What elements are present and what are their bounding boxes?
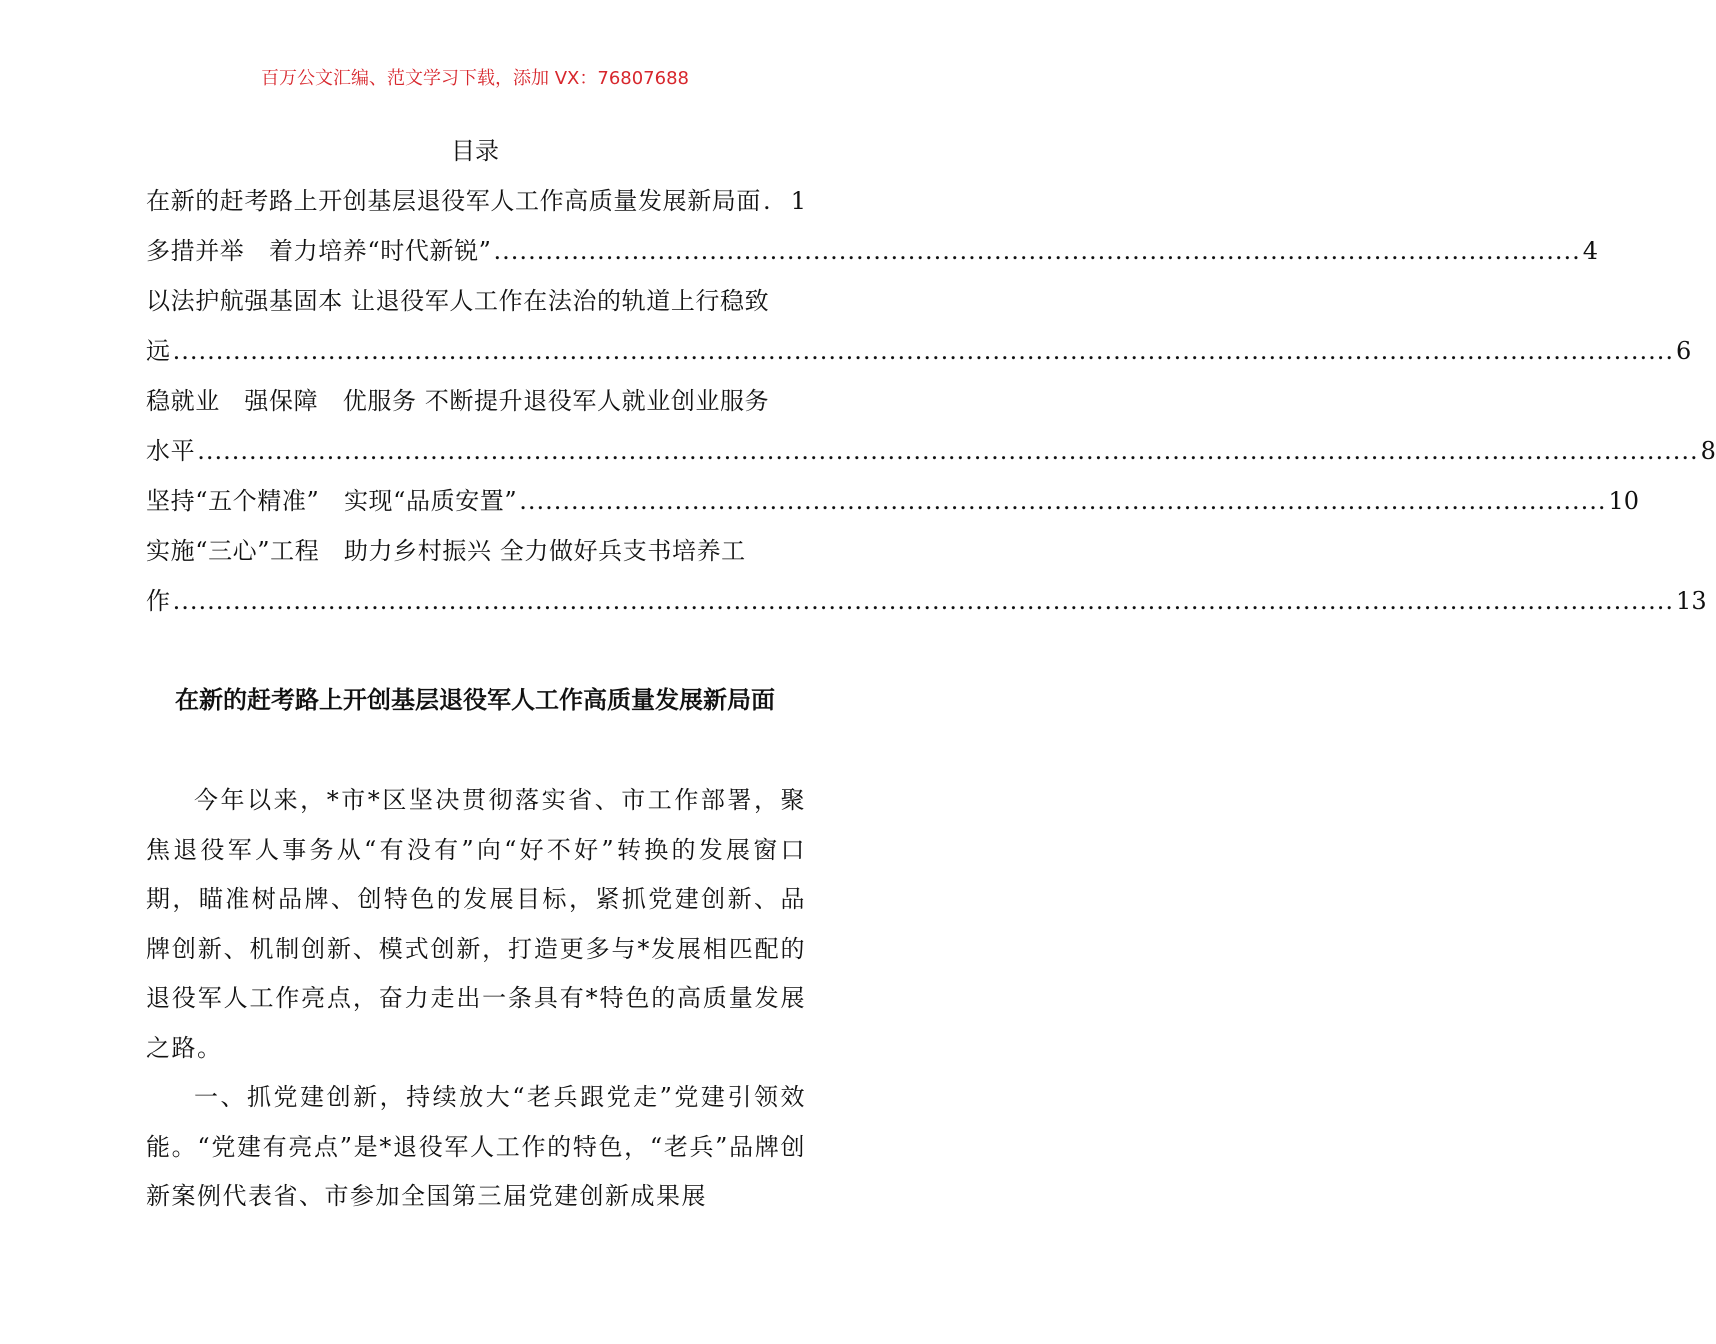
toc-entry-title-line1: 稳就业 强保障 优服务 不断提升退役军人就业创业服务 <box>146 387 770 415</box>
toc-entry-page: 6 <box>1676 337 1692 365</box>
toc-entry[interactable] <box>146 526 1707 626</box>
toc-entry[interactable] <box>146 226 1599 276</box>
toc-leader-dots: .............................................................................................................................. <box>519 487 1607 515</box>
toc-leader-dots: .............................................................................................................................................................................. <box>172 337 1675 365</box>
download-banner <box>0 67 950 91</box>
toc-entry[interactable] <box>146 176 806 226</box>
toc-leader-dots: .............................................................................................................................................................................. <box>197 437 1699 465</box>
toc-entry-page: 10 <box>1608 487 1640 515</box>
toc-entry-page: 1 <box>790 187 806 215</box>
toc-entry-title: 多措并举 着力培养“时代新锐” <box>146 237 492 265</box>
toc-entry-title: 在新的赶考路上开创基层退役军人工作高质量发展新局面 <box>146 187 761 215</box>
toc-entry[interactable] <box>146 476 1640 526</box>
toc-entry[interactable] <box>146 376 1716 476</box>
toc-entry-title-line2: 作 <box>146 587 171 615</box>
toc-entry-page: 4 <box>1582 237 1599 265</box>
toc-entry-title-line2: 远 <box>146 337 171 365</box>
toc-leader-dots: .............................................................................................................................................................................. <box>172 587 1675 615</box>
toc-title: 目录 <box>451 137 499 165</box>
toc-entry-page: 8 <box>1700 437 1716 465</box>
download-banner-text: 百万公文汇编、范文学习下载，添加 VX：76807688 <box>261 68 689 89</box>
toc-entry-title-line1: 以法护航强基固本 让退役军人工作在法治的轨道上行稳致 <box>146 287 770 315</box>
toc-leader-dots: .............................................................................................................................. <box>493 237 1581 265</box>
toc-entry-page: 13 <box>1676 587 1707 615</box>
table-of-contents <box>146 176 1716 626</box>
toc-entry-title-line2: 水平 <box>146 437 196 465</box>
toc-entry-title: 坚持“五个精准” 实现“品质安置” <box>146 487 518 515</box>
article-title: 在新的赶考路上开创基层退役军人工作高质量发展新局面 <box>175 685 775 714</box>
toc-entry-title-line1: 实施“三心”工程 助力乡村振兴 全力做好兵支书培养工 <box>146 537 746 565</box>
article-body <box>146 776 806 1222</box>
article-paragraph: 一、抓党建创新，持续放大“老兵跟党走”党建引领效能。“党建有亮点”是*退役军人工作的特色，“老兵”品牌创新案例代表省、市参加全国第三届党建创新成果展 <box>146 1083 806 1210</box>
toc-entry[interactable] <box>146 276 1692 376</box>
article-paragraph: 今年以来，*市*区坚决贯彻落实省、市工作部署，聚焦退役军人事务从“有没有”向“好不好”转换的发展窗口期，瞄准树品牌、创特色的发展目标，紧抓党建创新、品牌创新、机制创新、模式创新，打造更多与*发展相匹配的退役军人工作亮点，奋力走出一条具有*特色的高质量发展之路。 <box>146 786 806 1062</box>
toc-leader-dots: . <box>763 187 772 215</box>
